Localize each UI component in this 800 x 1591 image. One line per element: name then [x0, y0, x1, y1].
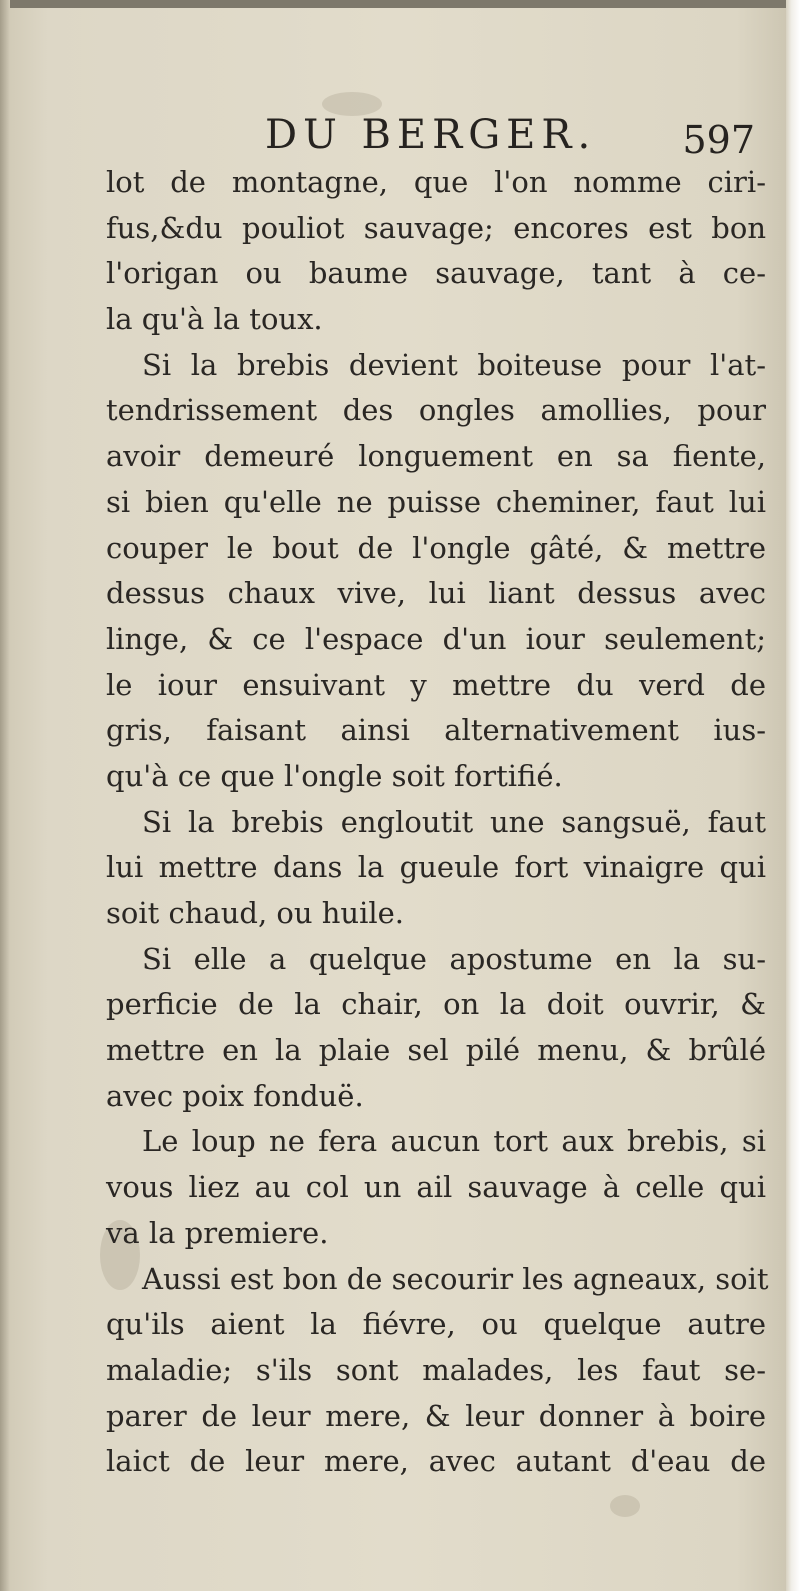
body-text: [106, 160, 769, 1485]
text-line: linge, & ce l'espace d'un iour seulement;: [106, 621, 766, 656]
text-line: Aussi est bon de secourir les agneaux, soit: [142, 1261, 769, 1296]
page-right-edge: [786, 0, 800, 1591]
page-number: 597: [682, 118, 755, 162]
text-line: dessus chaux vive, lui liant dessus avec: [106, 576, 766, 611]
text-line: soit chaud, ou huile.: [106, 896, 405, 930]
text-line: perficie de la chair, on la doit ouvrir, &: [106, 987, 766, 1022]
page-top-edge: [0, 0, 800, 8]
text-line: Le loup ne fera aucun tort aux brebis, si: [142, 1124, 766, 1159]
text-line: Si la brebis devient boiteuse pour l'at-: [142, 347, 766, 382]
text-line: laict de leur mere, avec autant d'eau de: [106, 1444, 766, 1479]
text-line: le iour ensuivant y mettre du verd de: [106, 667, 766, 702]
paper-stain: [610, 1495, 640, 1517]
text-line: si bien qu'elle ne puisse cheminer, faut lui: [106, 484, 766, 519]
text-line: lui mettre dans la gueule fort vinaigre qui: [106, 850, 766, 885]
text-line: qu'ils aient la fiévre, ou quelque autre: [106, 1307, 766, 1342]
text-line: couper le bout de l'ongle gâté, & mettre: [106, 530, 766, 565]
text-line: vous liez au col un ail sauvage à celle qui: [106, 1170, 766, 1205]
text-line: gris, faisant ainsi alternativement ius-: [106, 713, 766, 748]
text-line: l'origan ou baume sauvage, tant à ce-: [106, 256, 766, 291]
text-line: avec poix fonduë.: [106, 1078, 364, 1113]
running-head: DU BERGER.: [265, 112, 597, 158]
text-line: avoir demeuré longuement en sa fiente,: [106, 439, 766, 474]
text-line: va la premiere.: [106, 1215, 329, 1250]
text-line: lot de montagne, que l'on nomme ciri-: [106, 165, 766, 199]
text-line: parer de leur mere, & leur donner à boire: [106, 1398, 766, 1433]
text-line: maladie; s'ils sont malades, les faut se-: [106, 1352, 766, 1387]
text-line: tendrissement des ongles amollies, pour: [106, 393, 766, 428]
text-line: Si elle a quelque apostume en la su-: [142, 941, 766, 976]
page-left-edge: [0, 0, 10, 1591]
text-line: fus,&du pouliot sauvage; encores est bon: [106, 210, 766, 245]
text-line: la qu'à la toux.: [106, 302, 323, 337]
text-line: mettre en la plaie sel pilé menu, & brûlé: [106, 1033, 766, 1068]
text-line: Si la brebis engloutit une sangsuë, faut: [142, 804, 766, 839]
text-line: qu'à ce que l'ongle soit fortifié.: [106, 758, 563, 793]
